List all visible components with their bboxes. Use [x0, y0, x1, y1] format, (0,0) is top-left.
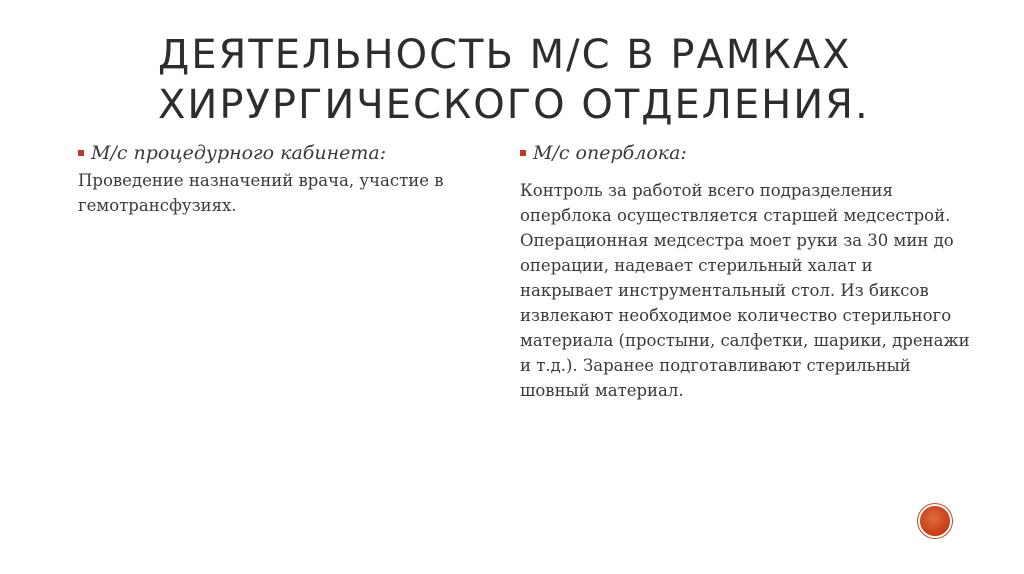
right-column-heading [520, 140, 970, 166]
right-column-heading-text: М/с оперблока: [533, 142, 687, 164]
right-column [520, 140, 970, 403]
left-column-body: Проведение назначений врача, участие в гемотрансфузиях. [78, 171, 444, 215]
left-column-heading [78, 140, 508, 166]
left-column [78, 140, 508, 218]
square-bullet-icon [520, 150, 526, 156]
right-column-body: Контроль за работой всего подразделения оперблока осуществляется старшей медсестрой. Операционная медсестра моет руки за 30 мин до операции, надевает стерильный халат и накрывает инструментальный стол. Из биксов извлекают необходимое количество стерильного материала (простыни, салфетки, шарики, дренажи и т.д.). Заранее подготавливают стерильный шовный материал. [520, 181, 970, 400]
left-column-heading-text: М/с процедурного кабинета: [91, 142, 387, 164]
slide-title: ДЕЯТЕЛЬНОСТЬ М/С В РАМКАХ ХИРУРГИЧЕСКОГО ОТДЕЛЕНИЯ. [158, 32, 870, 128]
square-bullet-icon [78, 150, 84, 156]
circle-nav-button-icon[interactable] [920, 506, 950, 536]
